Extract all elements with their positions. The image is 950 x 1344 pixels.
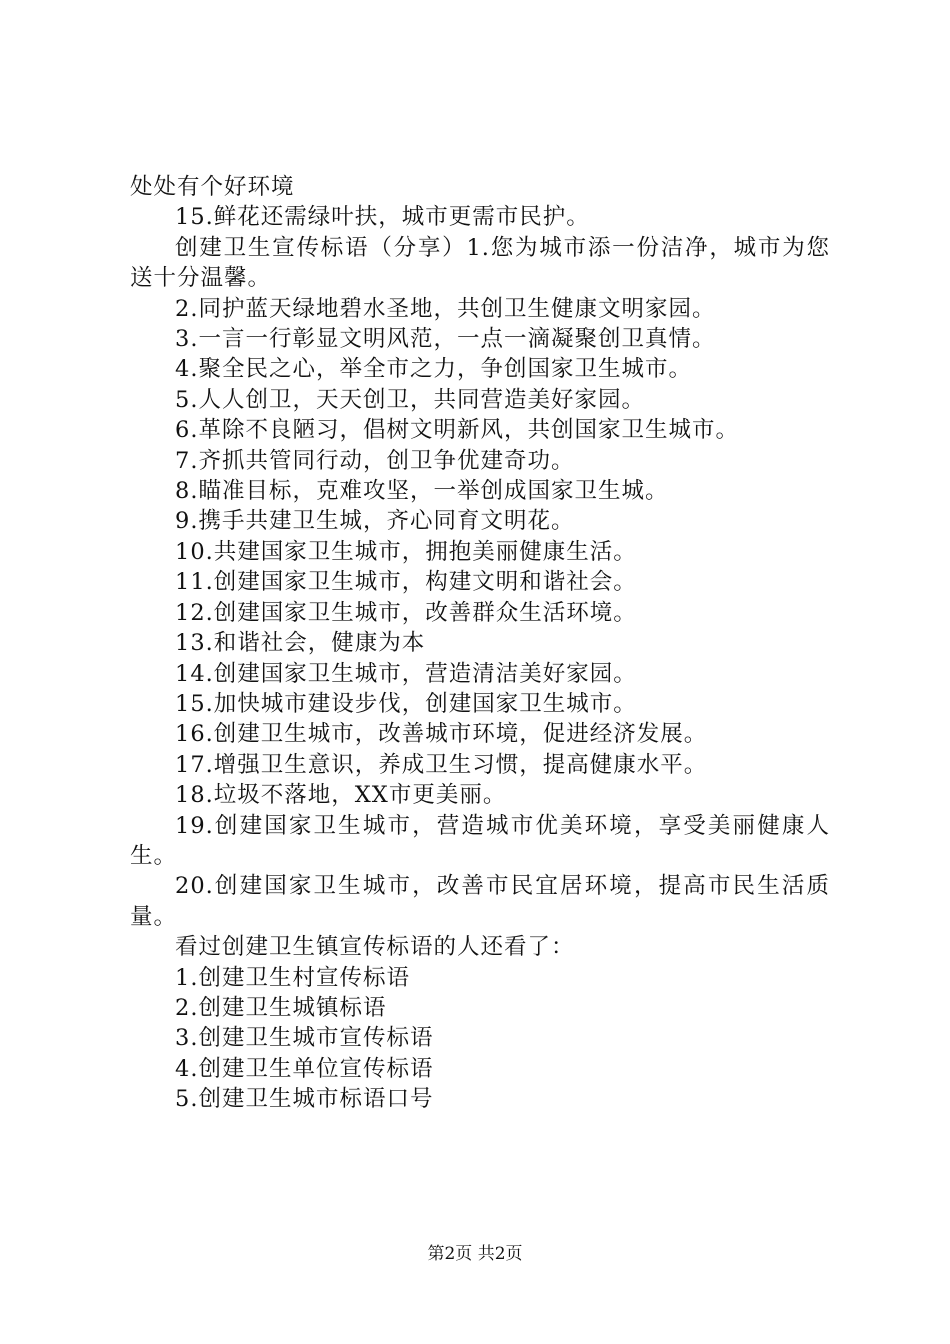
paragraph: 9.携手共建卫生城，齐心同育文明花。 xyxy=(175,508,575,535)
paragraph: 创建卫生宣传标语（分享）1.您为城市添一份洁净，城市为您送十分温馨。 xyxy=(130,234,830,292)
paragraph: 2.创建卫生城镇标语 xyxy=(175,994,387,1021)
paragraph: 7.齐抓共管同行动，创卫争优建奇功。 xyxy=(175,447,575,474)
paragraph: 1.创建卫生村宣传标语 xyxy=(175,964,410,991)
paragraph: 12.创建国家卫生城市，改善群众生活环境。 xyxy=(175,599,637,626)
paragraph: 6.革除不良陋习，倡树文明新风，共创国家卫生城市。 xyxy=(175,417,739,444)
paragraph: 16.创建卫生城市，改善城市环境，促进经济发展。 xyxy=(175,721,708,748)
paragraph: 11.创建国家卫生城市，构建文明和谐社会。 xyxy=(175,569,637,596)
paragraph: 2.同护蓝天绿地碧水圣地，共创卫生健康文明家园。 xyxy=(175,295,716,322)
paragraph: 18.垃圾不落地，XX市更美丽。 xyxy=(175,782,507,809)
paragraph: 3.一言一行彰显文明风范，一点一滴凝聚创卫真情。 xyxy=(175,326,716,353)
paragraph: 13.和谐社会，健康为本 xyxy=(175,630,426,657)
paragraph: 17.增强卫生意识，养成卫生习惯，提高健康水平。 xyxy=(175,751,708,778)
paragraph: 15.鲜花还需绿叶扶，城市更需市民护。 xyxy=(175,204,590,231)
paragraph: 3.创建卫生城市宣传标语 xyxy=(175,1025,434,1052)
page-footer xyxy=(0,1243,950,1265)
paragraph: 19.创建国家卫生城市，营造城市优美环境，享受美丽健康人生。 xyxy=(130,812,830,869)
page-number-label: 第2页 共2页 xyxy=(427,1244,523,1264)
paragraph: 看过创建卫生镇宣传标语的人还看了： xyxy=(175,934,575,961)
paragraph: 5.人人创卫，天天创卫，共同营造美好家园。 xyxy=(175,386,645,413)
paragraph: 20.创建国家卫生城市，改善市民宜居环境，提高市民生活质量。 xyxy=(130,873,830,930)
paragraph: 4.创建卫生单位宣传标语 xyxy=(175,1055,434,1082)
paragraph: 8.瞄准目标，克难攻坚，一举创成国家卫生城。 xyxy=(175,478,669,505)
paragraph: 处处有个好环境 xyxy=(130,174,295,200)
paragraph: 4.聚全民之心，举全市之力，争创国家卫生城市。 xyxy=(175,356,692,383)
paragraph: 5.创建卫生城市标语口号 xyxy=(175,1086,434,1113)
paragraph: 14.创建国家卫生城市，营造清洁美好家园。 xyxy=(175,660,637,687)
paragraph: 10.共建国家卫生城市，拥抱美丽健康生活。 xyxy=(175,538,637,565)
document-body xyxy=(130,172,830,1115)
paragraph: 15.加快城市建设步伐，创建国家卫生城市。 xyxy=(175,690,637,717)
